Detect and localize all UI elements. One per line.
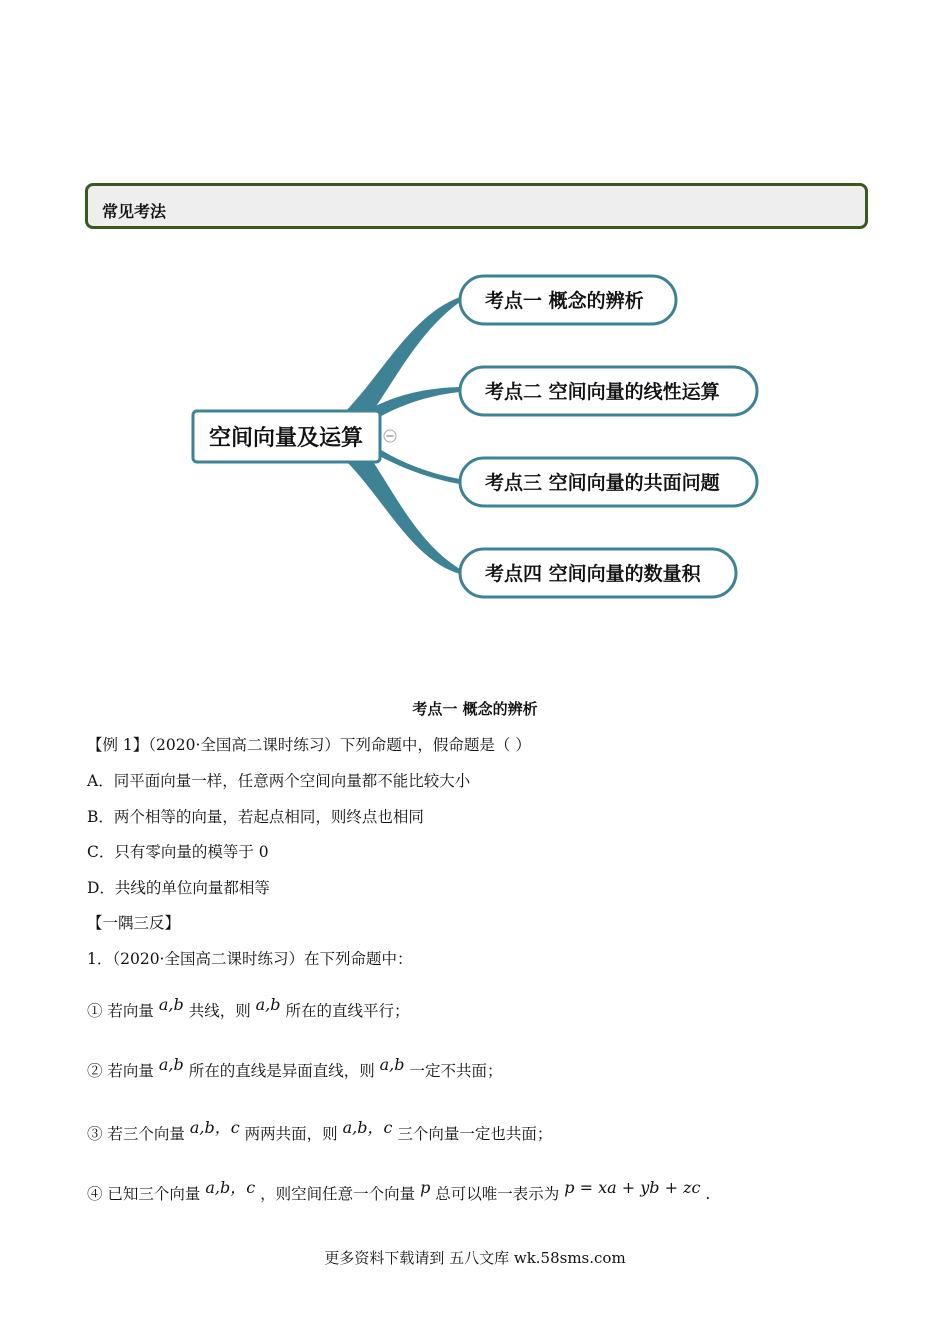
practice-q1-intro: 1．（2020·全国高二课时练习）在下列命题中： (87, 950, 413, 968)
math-vectors: a,b，c (205, 1178, 256, 1197)
math-vectors: a,b (255, 995, 281, 1014)
mindmap-branch-1[interactable] (460, 276, 676, 324)
option-a: A．同平面向量一样，任意两个空间向量都不能比较大小 (87, 772, 471, 790)
mindmap-root-label: 空间向量及运算 (208, 426, 364, 451)
branch-3-label: 考点三 空间向量的共面问题 (485, 472, 720, 494)
math-vectors: a,b (379, 1055, 405, 1074)
math-vectors: a,b (158, 1055, 184, 1074)
math-vectors: a,b (158, 995, 184, 1014)
mindmap-branch-4[interactable] (460, 549, 736, 597)
mindmap-branch-2[interactable] (460, 367, 757, 415)
statement-3: ③ 若三个向量 $^{a,b,c}$ 两两共面，则 $^{a,b,c}$ 三个向量一定也共面； (87, 1118, 553, 1144)
statement-1: ① 若向量 $^{a,b}$ 共线，则 $^{a,b}$ 所在的直线平行； (87, 995, 410, 1021)
section-header-title: 常见考法 (102, 202, 167, 221)
math-vector-p: p (420, 1178, 431, 1197)
statement-4: ④ 已知三个向量 $^{a,b,c}$ ，则空间任意一个向量 $^p$ 总可以唯一表示为 $^{p = xa + yb + zc}$ . (87, 1178, 711, 1204)
footer-watermark: 更多资料下载请到 五八文库 wk.58sms.com (324, 1249, 626, 1267)
mindmap-root-node[interactable] (193, 411, 380, 462)
branch-2-label: 考点二 空间向量的线性运算 (485, 381, 720, 403)
math-vectors: a,b，c (342, 1118, 393, 1137)
example-heading: 【例 1】（2020·全国高二课时练习）下列命题中，假命题是（ ） (87, 736, 531, 754)
topic-title: 考点一 概念的辨析 (412, 700, 538, 718)
mindmap-branch-3[interactable] (460, 458, 757, 506)
statement-2: ② 若向量 $^{a,b}$ 所在的直线是异面直线，则 $^{a,b}$ 一定不共面； (87, 1055, 503, 1081)
connector-1 (345, 297, 460, 412)
option-c: C．只有零向量的模等于 0 (87, 843, 269, 861)
option-b: B．两个相等的向量，若起点相同，则终点也相同 (87, 808, 424, 826)
option-d: D．共线的单位向量都相等 (87, 879, 270, 897)
collapse-toggle-icon[interactable] (384, 430, 396, 442)
branch-1-label: 考点一 概念的辨析 (485, 290, 644, 312)
branch-4-label: 考点四 空间向量的数量积 (485, 563, 701, 585)
mindmap (0, 0, 950, 660)
math-vectors: a,b，c (189, 1118, 240, 1137)
practice-heading: 【一隅三反】 (87, 914, 181, 932)
math-equation: p = xa + yb + zc (564, 1178, 701, 1197)
